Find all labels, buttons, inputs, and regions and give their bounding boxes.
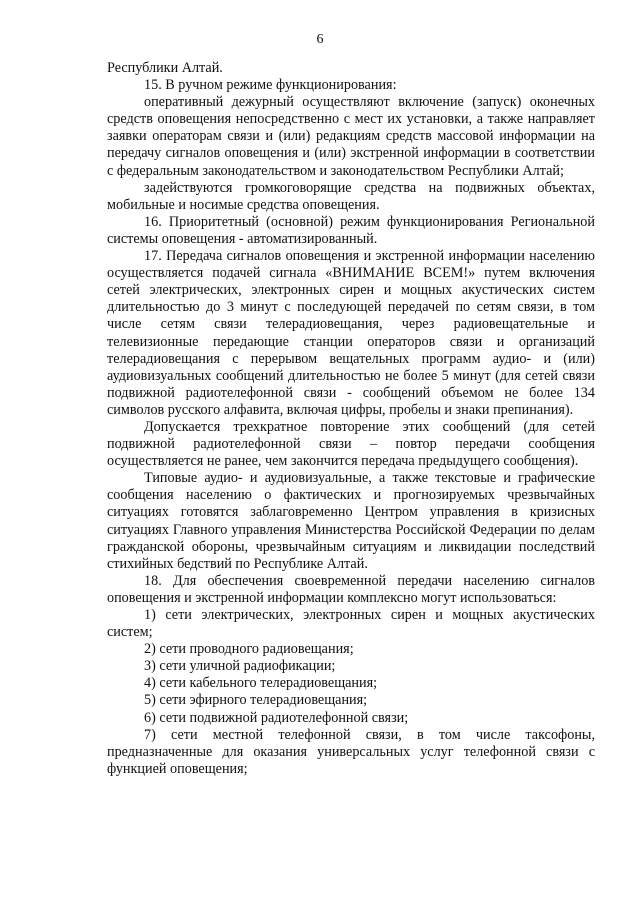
list-item: 4) сети кабельного телерадиовещания; (144, 675, 378, 692)
list-item: 3) сети уличной радиофикации; (144, 658, 336, 675)
document-body (107, 60, 595, 778)
list-item: 5) сети эфирного телерадиовещания; (144, 692, 368, 709)
list-item: 2) сети проводного радиовещания; (144, 641, 354, 658)
paragraph: 16. Приоритетный (основной) режим функционирования Региональной системы оповещения - автоматизированный. (107, 213, 595, 247)
paragraph: 18. Для обеспечения своевременной передачи населению сигналов оповещения и экстренной информации комплексно могут использоваться: (107, 572, 595, 606)
paragraph: оперативный дежурный осуществляют включение (запуск) оконечных средств оповещения непосредственно с мест их установки, а также направляет заявки операторам связи и (или) редакциям средств массовой информации на передачу сигналов оповещения и (или) экстренной информации в соответствии с федеральным законодательством и законодательством Республики Алтай; (107, 94, 595, 179)
list-item: 6) сети подвижной радиотелефонной связи; (144, 709, 409, 726)
paragraph: Допускается трехкратное повторение этих сообщений (для сетей подвижной радиотелефонной связи – повтор передачи сообщения осуществляется не ранее, чем закончится передача предыдущего сообщения). (107, 418, 595, 470)
list-item: 7) сети местной телефонной связи, в том числе таксофоны, предназначенные для оказания универсальных услуг телефонной связи с функцией оповещения; (107, 726, 595, 777)
paragraph: 15. В ручном режиме функционирования: (144, 77, 397, 94)
paragraph: задействуются громкоговорящие средства на подвижных объектах, мобильные и носимые средства оповещения. (107, 179, 595, 213)
page-number: 6 (316, 32, 324, 47)
paragraph: 17. Передача сигналов оповещения и экстренной информации населению осуществляется подачей сигнала «ВНИМАНИЕ ВСЕМ!» путем включения сетей электрических, электронных сирен и мощных акустических систем длительностью до 3 минут с последующей передачей по сетям связи, в том числе сетям связи телерадиовещания, через радиовещательные и телевизионные передающие станции операторов связи и организаций телерадиовещания с перерывом вещательных программ аудио- и (или) аудиовизуальных сообщений длительностью не более 5 минут (для сетей связи подвижной радиотелефонной связи - сообщений объемом не более 134 символов русского алфавита, включая цифры, пробелы и знаки препинания). (107, 248, 595, 418)
paragraph: Республики Алтай. (107, 60, 223, 76)
paragraph: Типовые аудио- и аудиовизуальные, а также текстовые и графические сообщения населению о фактических и прогнозируемых чрезвычайных ситуациях готовятся заблаговременно Центром управления в кризисных ситуациях Главного управления Министерства Российской Федерации по делам гражданской обороны, чрезвычайным ситуациям и ликвидации последствий стихийных бедствий по Республике Алтай. (107, 470, 595, 572)
list-item: 1) сети электрических, электронных сирен и мощных акустических систем; (107, 607, 595, 641)
